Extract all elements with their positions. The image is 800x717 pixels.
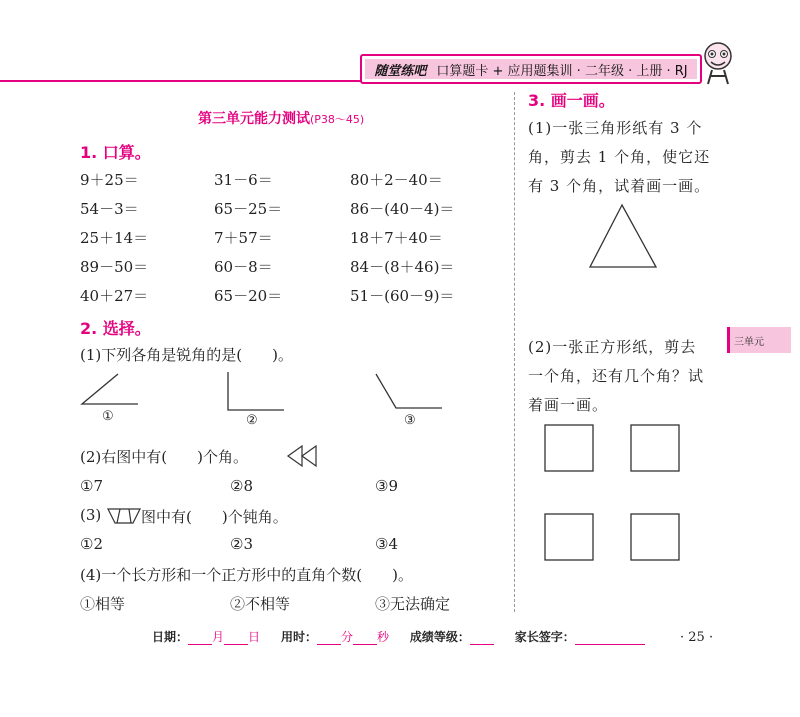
option: ③4	[375, 535, 398, 553]
second-label: 秒	[376, 630, 389, 644]
minute-label: 分	[340, 630, 353, 644]
angle-figure-2	[226, 372, 286, 412]
mascot-icon	[698, 40, 738, 86]
calc-item: 7＋57＝	[214, 229, 273, 247]
option: ①相等	[80, 595, 126, 613]
square-figure	[630, 513, 682, 563]
unit-tab: 三单元	[727, 327, 791, 353]
grade-label: 成绩等级：	[409, 630, 470, 644]
page-title: 第三单元能力测试(P38～45)	[198, 111, 365, 127]
angle-figure-3	[374, 372, 444, 412]
option: ②3	[230, 535, 253, 553]
option: ①2	[80, 535, 103, 553]
option: ③无法确定	[375, 595, 451, 613]
date-label: 日期：	[152, 630, 189, 644]
header-banner	[360, 54, 702, 84]
draw-q2-line2: 一个角，还有几个角？试	[528, 367, 705, 385]
footer-bar	[152, 628, 645, 645]
draw-q1-line2: 角，剪去 1 个角，使它还	[528, 148, 711, 166]
series-subtitle: 口算题卡 + 应用题集训 · 二年级 · 上册 · RJ	[436, 63, 688, 79]
question-2-3: 图中有( )个钝角。	[141, 508, 288, 526]
question-2-3-prefix: (3)	[80, 506, 102, 524]
angle-figure-1	[80, 372, 140, 406]
calc-item: 80＋2－40＝	[350, 171, 443, 189]
calc-item: 25＋14＝	[80, 229, 149, 247]
page-number: · 25 ·	[680, 630, 714, 645]
parent-signature-label: 家长签字：	[514, 630, 575, 644]
calc-item: 60－8＝	[214, 258, 273, 276]
question-2-2: (2)右图中有( )个角。	[80, 448, 248, 466]
calc-item: 40＋27＝	[80, 287, 149, 305]
option: ②8	[230, 477, 253, 495]
day-label: 日	[248, 630, 261, 644]
calc-item: 65－20＝	[214, 287, 283, 305]
square-figure	[630, 424, 682, 474]
option: ①7	[80, 477, 103, 495]
triangle-figure	[588, 203, 658, 269]
question-2-4: (4)一个长方形和一个正方形中的直角个数( )。	[80, 566, 413, 584]
month-label: 月	[212, 630, 225, 644]
angle-label-2: ②	[246, 413, 258, 428]
calc-item: 51－(60－9)＝	[350, 287, 455, 305]
option: ③9	[375, 477, 398, 495]
draw-q2-line1: (2)一张正方形纸，剪去	[528, 338, 697, 356]
trapezoid-figure	[107, 507, 141, 525]
calc-item: 86－(40－4)＝	[350, 200, 455, 218]
column-divider	[514, 92, 515, 612]
calc-item: 54－3＝	[80, 200, 139, 218]
draw-q1-line1: (1)一张三角形纸有 3 个	[528, 119, 703, 137]
section3-heading: 3. 画一画。	[528, 91, 615, 110]
calc-item: 9＋25＝	[80, 171, 139, 189]
question-2-1: (1)下列各角是锐角的是( )。	[80, 346, 293, 364]
square-figure	[544, 424, 596, 474]
angle-label-3: ③	[404, 413, 416, 428]
square-figure	[544, 513, 596, 563]
series-name: 随堂练吧	[374, 63, 427, 79]
calc-item: 89－50＝	[80, 258, 149, 276]
time-label: 用时：	[280, 630, 317, 644]
calc-item: 84－(8＋46)＝	[350, 258, 455, 276]
section2-heading: 2. 选择。	[80, 319, 151, 338]
draw-q2-line3: 着画一画。	[528, 396, 609, 414]
calc-item: 31－6＝	[214, 171, 273, 189]
angle-label-1: ①	[102, 409, 114, 424]
draw-q1-line3: 有 3 个角，试着画一画。	[528, 177, 711, 195]
double-arrow-figure	[286, 444, 318, 468]
calc-item: 18＋7＋40＝	[350, 229, 443, 247]
option: ②不相等	[230, 595, 291, 613]
calc-item: 65－25＝	[214, 200, 283, 218]
section1-heading: 1. 口算。	[80, 143, 151, 162]
